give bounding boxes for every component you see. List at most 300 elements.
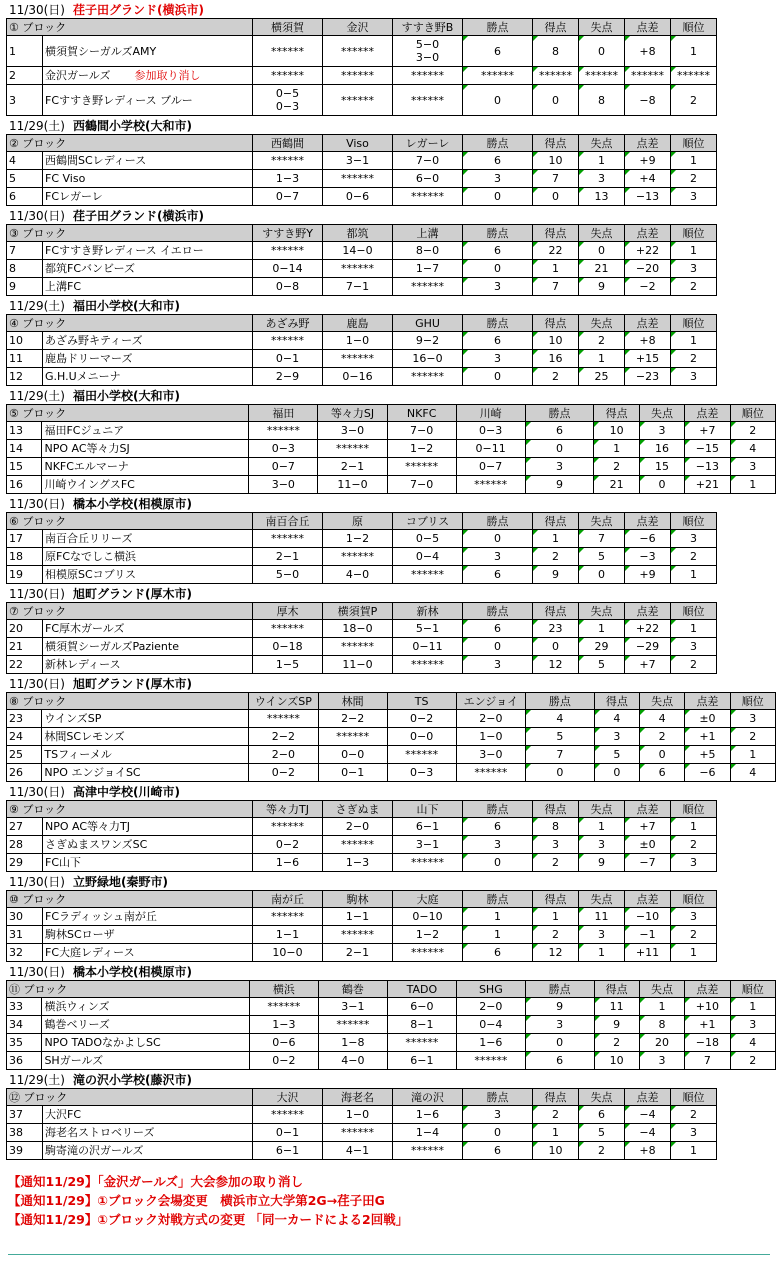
stat-value: 3 — [594, 728, 639, 746]
opponent-header: 鶴巻 — [318, 981, 387, 998]
match-result: 0−18 — [253, 638, 323, 656]
venue-heading — [0, 676, 776, 692]
opponent-header: ウインズSP — [249, 693, 319, 710]
stat-value: 9 — [525, 998, 594, 1016]
match-result — [253, 85, 323, 116]
match-result: ****** — [323, 85, 393, 116]
venue-date: 11/30(日) — [9, 497, 65, 511]
stat-value: 1 — [579, 152, 625, 170]
match-result: 4−1 — [323, 1142, 393, 1160]
team-number: 16 — [7, 476, 42, 494]
match-result: ****** — [323, 36, 393, 67]
venue-heading — [0, 964, 776, 980]
venue-name: 福田小学校(大和市) — [72, 389, 180, 403]
match-result: 6−0 — [387, 998, 456, 1016]
stat-value: 20 — [639, 1034, 684, 1052]
match-result: ****** — [253, 620, 323, 638]
team-name-cell — [43, 188, 253, 206]
team-name-cell — [43, 656, 253, 674]
team-row — [7, 836, 717, 854]
stat-value: 3 — [525, 1016, 594, 1034]
block-table — [6, 224, 717, 296]
stat-header: 順位 — [671, 225, 717, 242]
stat-header: 順位 — [671, 19, 717, 36]
team-number: 8 — [7, 260, 43, 278]
match-result: ****** — [253, 908, 323, 926]
stat-value: 3 — [730, 458, 775, 476]
team-name: 鹿島ドリーマーズ — [45, 352, 133, 365]
venue-name: 滝の沢小学校(藤沢市) — [72, 1073, 192, 1087]
stat-value: 1 — [730, 746, 775, 764]
match-result: ****** — [249, 710, 319, 728]
stat-value: −2 — [625, 278, 671, 296]
match-result: 0−3 — [387, 764, 456, 782]
stat-value: 5 — [526, 728, 595, 746]
stat-header: 勝点 — [463, 513, 533, 530]
match-result: 0−3 — [249, 440, 318, 458]
stat-value: 0 — [463, 1124, 533, 1142]
stat-value: 6 — [463, 944, 533, 962]
team-number: 25 — [7, 746, 42, 764]
stat-value: +5 — [685, 746, 730, 764]
stat-value: 0 — [463, 188, 533, 206]
team-row — [7, 548, 717, 566]
stat-value: 0 — [533, 188, 579, 206]
stat-header: 点差 — [625, 513, 671, 530]
stat-value: 3 — [671, 854, 717, 872]
venue-date: 11/30(日) — [9, 3, 65, 17]
team-number: 23 — [7, 710, 42, 728]
opponent-header: 南百合丘 — [253, 513, 323, 530]
match-result: ****** — [318, 440, 387, 458]
stat-header: 失点 — [639, 405, 684, 422]
team-name-cell — [42, 440, 249, 458]
stat-header: 勝点 — [463, 1089, 533, 1106]
team-name: 鶴巻ベリーズ — [44, 1018, 110, 1031]
stat-value: 1 — [671, 944, 717, 962]
stat-value: 4 — [594, 710, 639, 728]
team-name-cell — [42, 764, 249, 782]
match-result: ****** — [318, 1016, 387, 1034]
team-row — [7, 656, 717, 674]
team-name: 新林レディース — [45, 658, 121, 671]
team-row — [7, 170, 717, 188]
stat-value: 1 — [671, 152, 717, 170]
stat-value: 2 — [730, 422, 775, 440]
match-result: 5−0 — [253, 566, 323, 584]
stat-header: 勝点 — [463, 603, 533, 620]
team-number: 28 — [7, 836, 43, 854]
venue-date: 11/30(日) — [9, 209, 65, 223]
stat-header: 得点 — [533, 603, 579, 620]
match-result: ****** — [393, 188, 463, 206]
opponent-header: 山下 — [393, 801, 463, 818]
stat-value: 3 — [671, 260, 717, 278]
stat-value: 6 — [640, 764, 685, 782]
stat-value: 1 — [533, 908, 579, 926]
team-name: FCレガーレ — [45, 190, 103, 203]
block-table — [6, 314, 717, 386]
match-result: ****** — [393, 368, 463, 386]
opponent-header: 横浜 — [249, 981, 318, 998]
table-header-row — [7, 405, 776, 422]
team-name: SHガールズ — [44, 1054, 104, 1067]
venue-date: 11/29(土) — [9, 119, 65, 133]
stat-header: 失点 — [639, 981, 684, 998]
stat-value: +22 — [625, 620, 671, 638]
stat-value: 2 — [533, 548, 579, 566]
team-name-cell — [42, 710, 249, 728]
stat-value: +9 — [625, 152, 671, 170]
stat-value: 7 — [526, 746, 595, 764]
match-result: 0−2 — [253, 836, 323, 854]
stat-value: 2 — [594, 1034, 639, 1052]
team-number: 31 — [7, 926, 43, 944]
match-result: 3−1 — [318, 998, 387, 1016]
match-result: 0−4 — [393, 548, 463, 566]
venue-heading — [0, 208, 776, 224]
stat-header: 得点 — [594, 981, 639, 998]
team-name: FC Viso — [45, 172, 86, 185]
stat-value: 21 — [579, 260, 625, 278]
stat-value: 12 — [533, 944, 579, 962]
block-table — [6, 1088, 717, 1160]
match-result: 2−1 — [253, 548, 323, 566]
stat-value: 4 — [730, 764, 775, 782]
stat-header: 点差 — [625, 315, 671, 332]
stat-value: ±0 — [625, 836, 671, 854]
match-result: ****** — [323, 260, 393, 278]
stat-value: 3 — [671, 908, 717, 926]
team-number: 27 — [7, 818, 43, 836]
stat-value: 0 — [579, 242, 625, 260]
opponent-header: 大庭 — [393, 891, 463, 908]
team-number: 39 — [7, 1142, 43, 1160]
match-result: ****** — [323, 926, 393, 944]
match-result: ****** — [253, 530, 323, 548]
venue-date: 11/30(日) — [9, 875, 65, 889]
block-table — [6, 404, 776, 494]
stat-value: +21 — [685, 476, 730, 494]
stat-header: 失点 — [579, 135, 625, 152]
stat-value: 1 — [463, 908, 533, 926]
opponent-header: 横須賀 — [253, 19, 323, 36]
match-result: 1−2 — [387, 440, 456, 458]
match-result: 0−11 — [456, 440, 525, 458]
match-result: 0−1 — [253, 1124, 323, 1142]
opponent-header: SHG — [456, 981, 525, 998]
stat-value: 2 — [533, 1106, 579, 1124]
match-result: 0−11 — [393, 638, 463, 656]
team-name: NPO AC等々力TJ — [45, 820, 130, 833]
stat-value: 2 — [671, 85, 717, 116]
stat-header: 勝点 — [463, 891, 533, 908]
venue-name: 旭町グランド(厚木市) — [72, 677, 192, 691]
block-label: ② ブロック — [7, 135, 253, 152]
opponent-header: TADO — [387, 981, 456, 998]
table-header-row — [7, 801, 717, 818]
team-row — [7, 908, 717, 926]
stat-value: ****** — [579, 67, 625, 85]
stat-value: 6 — [463, 620, 533, 638]
opponent-header: 西鶴間 — [253, 135, 323, 152]
stat-value: −6 — [625, 530, 671, 548]
table-header-row — [7, 19, 717, 36]
team-number: 21 — [7, 638, 43, 656]
match-result: 0−6 — [249, 1034, 318, 1052]
block-table — [6, 602, 717, 674]
team-number: 34 — [7, 1016, 42, 1034]
stat-value: 9 — [579, 854, 625, 872]
block-label: ③ ブロック — [7, 225, 253, 242]
stat-value: 1 — [533, 530, 579, 548]
block-label: ⑥ ブロック — [7, 513, 253, 530]
opponent-header: 滝の沢 — [393, 1089, 463, 1106]
stat-header: 点差 — [625, 891, 671, 908]
team-name-cell — [43, 638, 253, 656]
opponent-header: 厚木 — [253, 603, 323, 620]
stat-value: +7 — [685, 422, 730, 440]
team-number: 9 — [7, 278, 43, 296]
stat-value: 0 — [594, 764, 639, 782]
team-row — [7, 620, 717, 638]
team-name-cell — [43, 818, 253, 836]
stat-header: 得点 — [533, 225, 579, 242]
opponent-header: 都筑 — [323, 225, 393, 242]
venue-date: 11/29(土) — [9, 389, 65, 403]
stat-value: 1 — [639, 998, 684, 1016]
match-result: 16−0 — [393, 350, 463, 368]
team-name-cell — [42, 1052, 249, 1070]
match-result: 7−0 — [387, 476, 456, 494]
match-result: 6−1 — [253, 1142, 323, 1160]
team-number: 15 — [7, 458, 42, 476]
team-number: 18 — [7, 548, 43, 566]
match-result: 11−0 — [323, 656, 393, 674]
opponent-header: Viso — [323, 135, 393, 152]
team-row — [7, 710, 776, 728]
match-result: 1−0 — [323, 1106, 393, 1124]
venue-date: 11/30(日) — [9, 785, 65, 799]
team-name: 林間SCレモンズ — [44, 730, 125, 743]
stat-value: 0 — [640, 746, 685, 764]
team-number: 22 — [7, 656, 43, 674]
opponent-header: 林間 — [318, 693, 387, 710]
venue-date: 11/30(日) — [9, 965, 65, 979]
stat-value: 9 — [594, 1016, 639, 1034]
stat-value: −29 — [625, 638, 671, 656]
match-result: ****** — [253, 1106, 323, 1124]
venue-name: 立野緑地(秦野市) — [72, 875, 168, 889]
stat-value: 0 — [526, 764, 595, 782]
stat-value: 16 — [533, 350, 579, 368]
team-name-cell — [43, 1124, 253, 1142]
stat-value: 1 — [533, 260, 579, 278]
match-result: ****** — [323, 836, 393, 854]
team-name: 横須賀シーガルズPaziente — [45, 640, 179, 653]
stat-value: 1 — [671, 332, 717, 350]
team-name: 海老名ストロベリーズ — [45, 1126, 155, 1139]
match-result: ****** — [318, 728, 387, 746]
team-number: 13 — [7, 422, 42, 440]
match-result: 0−14 — [253, 260, 323, 278]
venue-heading — [0, 118, 776, 134]
match-result: 11−0 — [318, 476, 387, 494]
stat-header: 勝点 — [463, 19, 533, 36]
team-name: FC厚木ガールズ — [45, 622, 125, 635]
match-result: 18−0 — [323, 620, 393, 638]
opponent-header: 横須賀P — [323, 603, 393, 620]
team-name: あざみ野キティーズ — [45, 334, 143, 347]
venue-name: 橋本小学校(相模原市) — [72, 965, 192, 979]
team-name-cell — [43, 566, 253, 584]
match-result: 0−8 — [253, 278, 323, 296]
match-result: 9−2 — [393, 332, 463, 350]
team-number: 12 — [7, 368, 43, 386]
venue-date: 11/30(日) — [9, 677, 65, 691]
table-header-row — [7, 603, 717, 620]
match-result: 0−10 — [393, 908, 463, 926]
match-result — [393, 36, 463, 67]
opponent-header: さぎぬま — [323, 801, 393, 818]
stat-value: 2 — [671, 1106, 717, 1124]
team-name-cell — [43, 368, 253, 386]
team-number: 7 — [7, 242, 43, 260]
stat-header: 勝点 — [463, 225, 533, 242]
team-name: ウインズSP — [44, 712, 102, 725]
stat-value: 2 — [730, 1052, 775, 1070]
team-row — [7, 764, 776, 782]
block-table — [6, 980, 776, 1070]
stat-value: 3 — [463, 548, 533, 566]
team-row — [7, 854, 717, 872]
match-result: 6−1 — [387, 1052, 456, 1070]
match-result: ****** — [323, 350, 393, 368]
team-name: FCすすき野レディース ブルー — [45, 93, 193, 107]
stat-value: 3 — [671, 368, 717, 386]
stat-header: 勝点 — [525, 405, 594, 422]
team-name-cell — [43, 170, 253, 188]
match-result: ****** — [253, 818, 323, 836]
team-row — [7, 476, 776, 494]
stat-value: 3 — [463, 656, 533, 674]
team-row — [7, 422, 776, 440]
team-name: FCラディッシュ南が丘 — [45, 910, 157, 923]
stat-value: 0 — [533, 638, 579, 656]
team-number: 6 — [7, 188, 43, 206]
opponent-header: 等々力TJ — [253, 801, 323, 818]
stat-value: 3 — [463, 278, 533, 296]
stat-value: 22 — [533, 242, 579, 260]
team-row — [7, 728, 776, 746]
opponent-header: 新林 — [393, 603, 463, 620]
team-number: 37 — [7, 1106, 43, 1124]
team-row — [7, 638, 717, 656]
stat-value: −13 — [625, 188, 671, 206]
team-name: 金沢ガールズ — [45, 69, 111, 82]
team-number: 29 — [7, 854, 43, 872]
team-name-cell — [43, 908, 253, 926]
stat-value: 2 — [671, 926, 717, 944]
team-name: 相模原SCコブリス — [45, 568, 137, 581]
match-result: ****** — [393, 85, 463, 116]
team-name: FC山下 — [45, 856, 82, 869]
stat-value: −7 — [625, 854, 671, 872]
match-result: 2−1 — [318, 458, 387, 476]
stat-value: 3 — [671, 638, 717, 656]
stat-value: 3 — [639, 422, 684, 440]
stat-value: 8 — [533, 818, 579, 836]
match-result: ****** — [393, 854, 463, 872]
team-row — [7, 260, 717, 278]
team-row — [7, 368, 717, 386]
stat-value: 0 — [463, 638, 533, 656]
stat-value: 0 — [463, 260, 533, 278]
opponent-header: あざみ野 — [253, 315, 323, 332]
team-name: 上溝FC — [45, 280, 82, 293]
opponent-header: 南が丘 — [253, 891, 323, 908]
team-name-cell — [43, 926, 253, 944]
match-result: 8−0 — [393, 242, 463, 260]
stat-value: 4 — [640, 710, 685, 728]
opponent-header: TS — [387, 693, 456, 710]
team-row — [7, 350, 717, 368]
block-sections — [0, 2, 776, 1160]
footer-divider — [8, 1254, 770, 1255]
stat-value: 3 — [671, 1124, 717, 1142]
stat-value: 2 — [579, 1142, 625, 1160]
stat-value: −13 — [685, 458, 730, 476]
team-name: 大沢FC — [45, 1108, 82, 1121]
match-result: 1−5 — [253, 656, 323, 674]
team-number: 11 — [7, 350, 43, 368]
team-name-cell — [42, 728, 249, 746]
stat-value: 6 — [463, 332, 533, 350]
match-result: 0−5 — [393, 530, 463, 548]
stat-header: 点差 — [625, 603, 671, 620]
stat-value: 21 — [594, 476, 639, 494]
block-label: ⑨ ブロック — [7, 801, 253, 818]
block-table — [6, 18, 717, 116]
team-row — [7, 1034, 776, 1052]
match-result: 2−0 — [249, 746, 319, 764]
match-result: 0−0 — [318, 746, 387, 764]
match-result: 10−0 — [253, 944, 323, 962]
stat-value: 3 — [463, 170, 533, 188]
match-result: 8−1 — [387, 1016, 456, 1034]
stat-value: −10 — [625, 908, 671, 926]
match-result: 0−6 — [323, 188, 393, 206]
team-row — [7, 36, 717, 67]
match-result: ****** — [253, 152, 323, 170]
match-result: 0−7 — [249, 458, 318, 476]
team-row — [7, 242, 717, 260]
block-table — [6, 692, 776, 782]
match-result: 4−0 — [323, 566, 393, 584]
stat-value: +4 — [625, 170, 671, 188]
match-result: 1−6 — [253, 854, 323, 872]
match-result: ****** — [387, 1034, 456, 1052]
match-result: ****** — [249, 998, 318, 1016]
match-result: 0−2 — [249, 1052, 318, 1070]
match-result: 3−0 — [318, 422, 387, 440]
stat-value: 3 — [533, 836, 579, 854]
stat-value: 1 — [671, 1142, 717, 1160]
stat-value: −3 — [625, 548, 671, 566]
stat-value: 2 — [671, 170, 717, 188]
match-result: 2−9 — [253, 368, 323, 386]
team-row — [7, 998, 776, 1016]
